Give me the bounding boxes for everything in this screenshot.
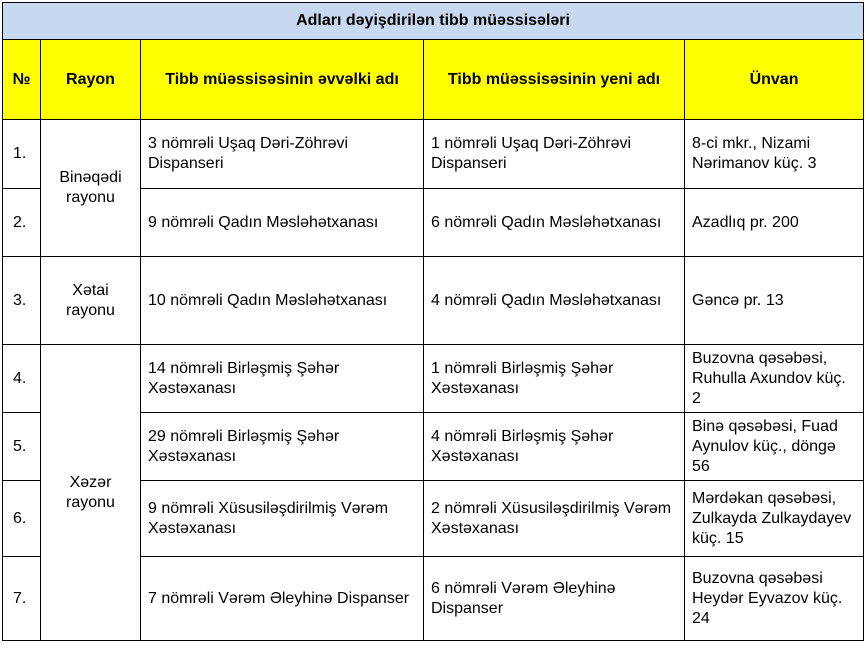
row-number: 7. bbox=[3, 557, 41, 641]
table-row bbox=[3, 257, 864, 345]
address-cell: Mərdəkan qəsəbəsi, Zulkayda Zulkaydayev küç. 15 bbox=[685, 481, 864, 557]
address-cell: Binə qəsəbəsi, Fuad Aynulov küç., döngə 56 bbox=[685, 413, 864, 481]
row-number: 4. bbox=[3, 345, 41, 413]
old-name-cell: 9 nömrəli Qadın Məsləhətxanası bbox=[141, 189, 424, 257]
header-address: Ünvan bbox=[685, 40, 864, 120]
table-header-row bbox=[3, 40, 864, 120]
header-rayon: Rayon bbox=[41, 40, 141, 120]
district-cell: Binəqədi rayonu bbox=[41, 120, 141, 257]
row-number: 1. bbox=[3, 120, 41, 189]
old-name-cell: 7 nömrəli Vərəm Əleyhinə Dispanser bbox=[141, 557, 424, 641]
old-name-cell: 9 nömrəli Xüsusiləşdirilmiş Vərəm Xəstəxanası bbox=[141, 481, 424, 557]
district-cell: Xəzər rayonu bbox=[41, 345, 141, 641]
new-name-cell: 4 nömrəli Qadın Məsləhətxanası bbox=[424, 257, 685, 345]
table-title-row bbox=[3, 3, 864, 40]
address-cell: Gəncə pr. 13 bbox=[685, 257, 864, 345]
old-name-cell: 3 nömrəli Uşaq Dəri-Zöhrəvi Dispanseri bbox=[141, 120, 424, 189]
new-name-cell: 1 nömrəli Birləşmiş Şəhər Xəstəxanası bbox=[424, 345, 685, 413]
old-name-cell: 14 nömrəli Birləşmiş Şəhər Xəstəxanası bbox=[141, 345, 424, 413]
table-row bbox=[3, 120, 864, 189]
new-name-cell: 6 nömrəli Vərəm Əleyhinə Dispanser bbox=[424, 557, 685, 641]
row-number: 6. bbox=[3, 481, 41, 557]
header-new-name: Tibb müəssisəsinin yeni adı bbox=[424, 40, 685, 120]
address-cell: Azadlıq pr. 200 bbox=[685, 189, 864, 257]
new-name-cell: 4 nömrəli Birləşmiş Şəhər Xəstəxanası bbox=[424, 413, 685, 481]
header-no: № bbox=[3, 40, 41, 120]
table-title: Adları dəyişdirilən tibb müəssisələri bbox=[3, 3, 864, 40]
row-number: 3. bbox=[3, 257, 41, 345]
row-number: 5. bbox=[3, 413, 41, 481]
new-name-cell: 1 nömrəli Uşaq Dəri-Zöhrəvi Dispanseri bbox=[424, 120, 685, 189]
address-cell: Buzovna qəsəbəsi, Ruhulla Axundov küç. 2 bbox=[685, 345, 864, 413]
new-name-cell: 6 nömrəli Qadın Məsləhətxanası bbox=[424, 189, 685, 257]
table-row bbox=[3, 345, 864, 413]
new-name-cell: 2 nömrəli Xüsusiləşdirilmiş Vərəm Xəstəxanası bbox=[424, 481, 685, 557]
district-cell: Xətai rayonu bbox=[41, 257, 141, 345]
address-cell: 8-ci mkr., Nizami Nərimanov küç. 3 bbox=[685, 120, 864, 189]
medical-institutions-table bbox=[2, 2, 864, 641]
row-number: 2. bbox=[3, 189, 41, 257]
address-cell: Buzovna qəsəbəsi Heydər Eyvazov küç. 24 bbox=[685, 557, 864, 641]
header-old-name: Tibb müəssisəsinin əvvəlki adı bbox=[141, 40, 424, 120]
old-name-cell: 29 nömrəli Birləşmiş Şəhər Xəstəxanası bbox=[141, 413, 424, 481]
old-name-cell: 10 nömrəli Qadın Məsləhətxanası bbox=[141, 257, 424, 345]
